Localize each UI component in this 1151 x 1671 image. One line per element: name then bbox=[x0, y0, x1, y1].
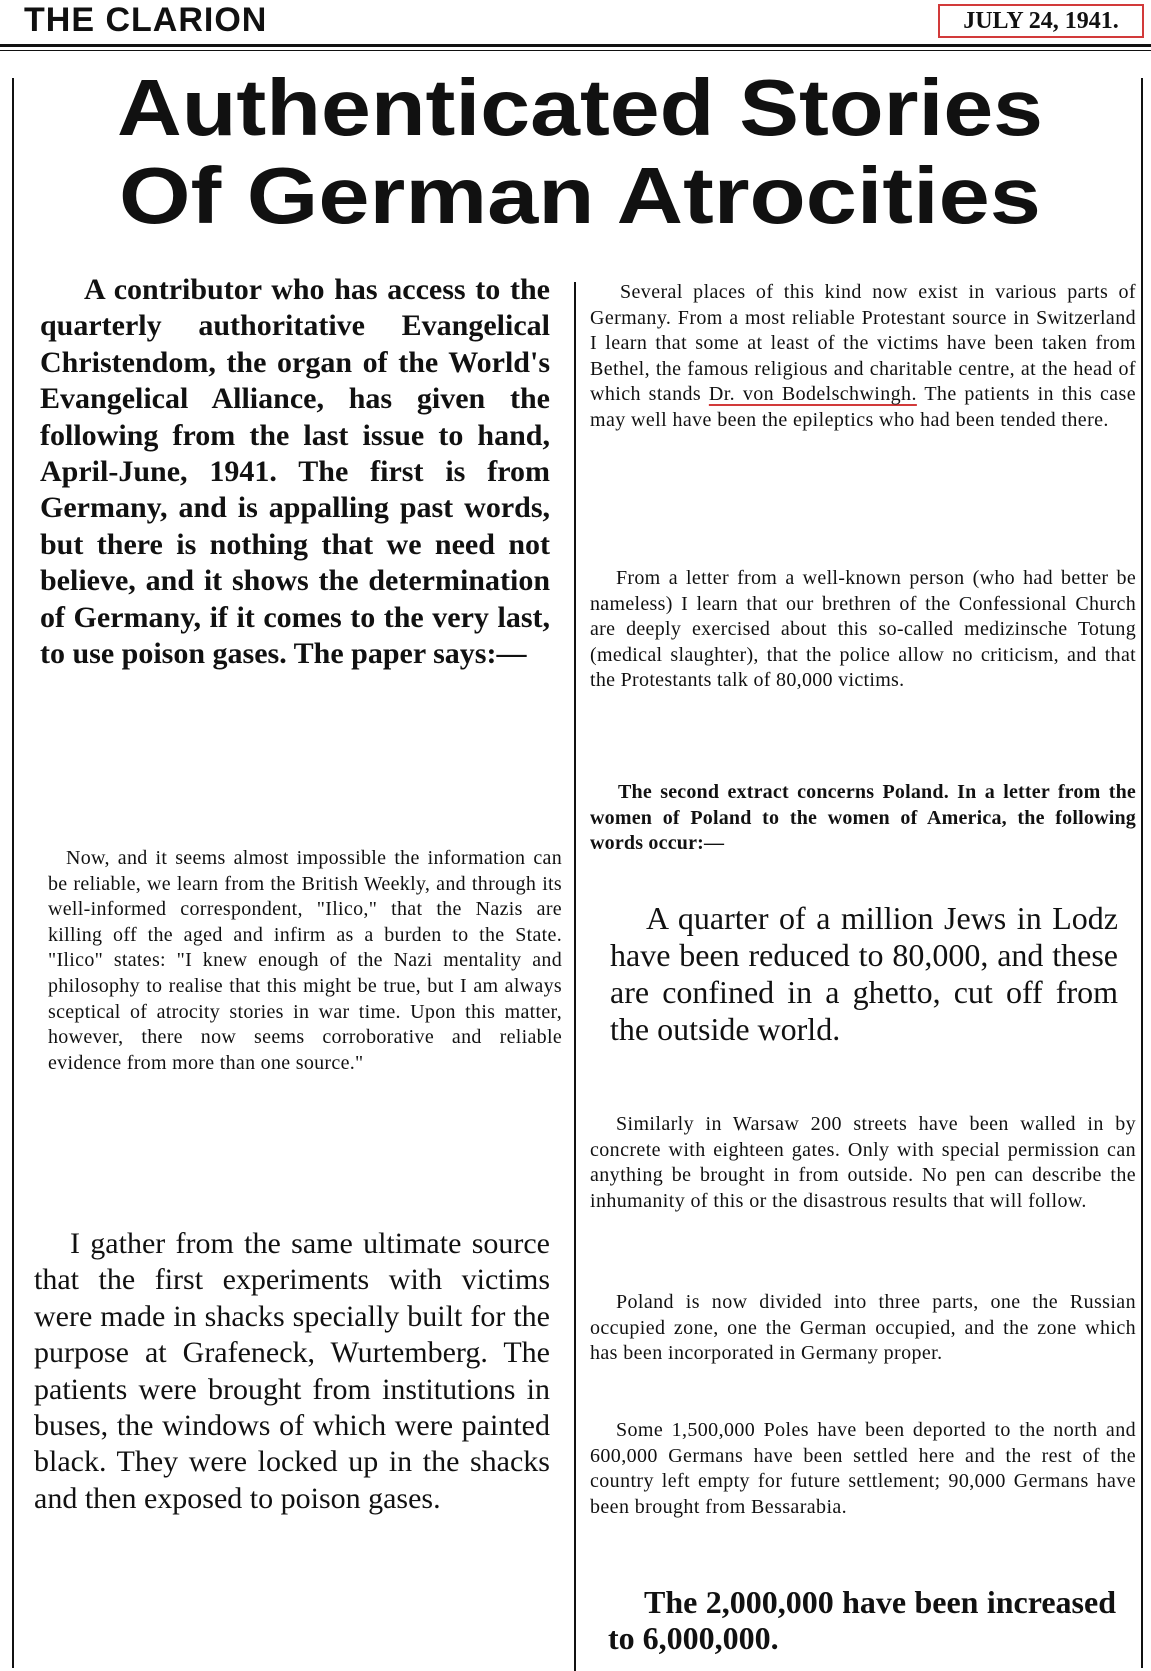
poland-extract-paragraph: The second extract concerns Poland. In a letter from the women of Poland to the women of America, the following words occur:— bbox=[590, 781, 1136, 854]
column-divider bbox=[574, 282, 576, 1671]
masthead bbox=[0, 0, 1151, 44]
deportation-paragraph: Some 1,500,000 Poles have been deported to the north and 600,000 Germans have been settled here and the rest of the country left empty for future settlement; 90,000 Germans have been brought from Bessarabia. bbox=[590, 1419, 1136, 1518]
masthead-rule bbox=[0, 44, 1151, 47]
warsaw-paragraph: Similarly in Warsaw 200 streets have been walled in by concrete with eighteen gates. Only with special permission can anything be brought in from outside. No pen can describe the inhumanity of this or the disastrous results that will follow. bbox=[590, 1113, 1136, 1212]
final-statement: The 2,000,000 have been increased to 6,000,000. bbox=[608, 1584, 1116, 1656]
masthead-rule-thin bbox=[0, 50, 1151, 51]
article-headline bbox=[20, 64, 1140, 240]
frame-right-rule bbox=[1141, 78, 1143, 1668]
frame-left-rule bbox=[12, 78, 14, 1668]
confessional-church-paragraph: From a letter from a well-known person (who had better be nameless) I learn that our brethren of the Confessional Church are deeply exercised about this so-called medizinsche Totung (medical slaughter), that the police allow no criticism, and that the Protestants talk of 80,000 victims. bbox=[590, 567, 1136, 691]
headline-line-1: Authenticated Stories bbox=[116, 63, 1043, 152]
bethel-text-continued: The patients in this case may well have been the epileptics who had been tended there. bbox=[590, 383, 1137, 431]
bethel-text: Several places of this kind now exist in various parts of Germany. From a most reliable Protestant source in Switzerland I learn that some at least of the victims have been taken from Bethel, the famous religious and charitable centre, at the head of which stands bbox=[590, 281, 1136, 405]
poland-divided-paragraph: Poland is now divided into three parts, one the Russian occupied zone, one the German occupied, and the zone which has been incorporated in Germany proper. bbox=[590, 1291, 1136, 1365]
gather-paragraph: I gather from the same ultimate source that the first experiments with victims were made in shacks specially built for the purpose at Grafeneck, Wurtemberg. The patients were brought from institutions in buses, the windows of which were painted black. They were locked up in the shacks and then exposed to poison gases. bbox=[34, 1227, 550, 1515]
headline-line-2: Of German Atrocities bbox=[119, 151, 1041, 240]
lead-paragraph: A contributor who has access to the quarterly authoritative Evangelical Christendom, the organ of the World's Evangelical Alliance, has given the following from the last issue to hand, April-June, 1941. The first is from Germany, and is appalling past words, but there is nothing that we need not believe, and it shows the determination of Germany, if it comes to the very last, to use poison gases. The paper says:— bbox=[40, 273, 550, 671]
highlighted-name: Dr. von Bodelschwingh. bbox=[708, 383, 917, 405]
bethel-paragraph bbox=[590, 280, 1136, 433]
lodz-quote: A quarter of a million Jews in Lodz have been reduced to 80,000, and these are confined in a ghetto, cut off from the outside world. bbox=[610, 900, 1118, 1047]
paper-name: THE CLARION bbox=[24, 1, 268, 39]
quoted-paragraph: Now, and it seems almost impossible the information can be reliable, we learn from the British Weekly, and through its well-informed correspondent, "Ilico," that the Nazis are killing off the aged and infirm as a burden to the State. "Ilico" states: "I knew enough of the Nazi mentality and philosophy to realise that this might be true, but I am always sceptical of atrocity stories in war time. Upon this matter, however, there now seems corroborative and reliable evidence from more than one source." bbox=[48, 847, 562, 1074]
issue-date: JULY 24, 1941. bbox=[938, 4, 1144, 38]
